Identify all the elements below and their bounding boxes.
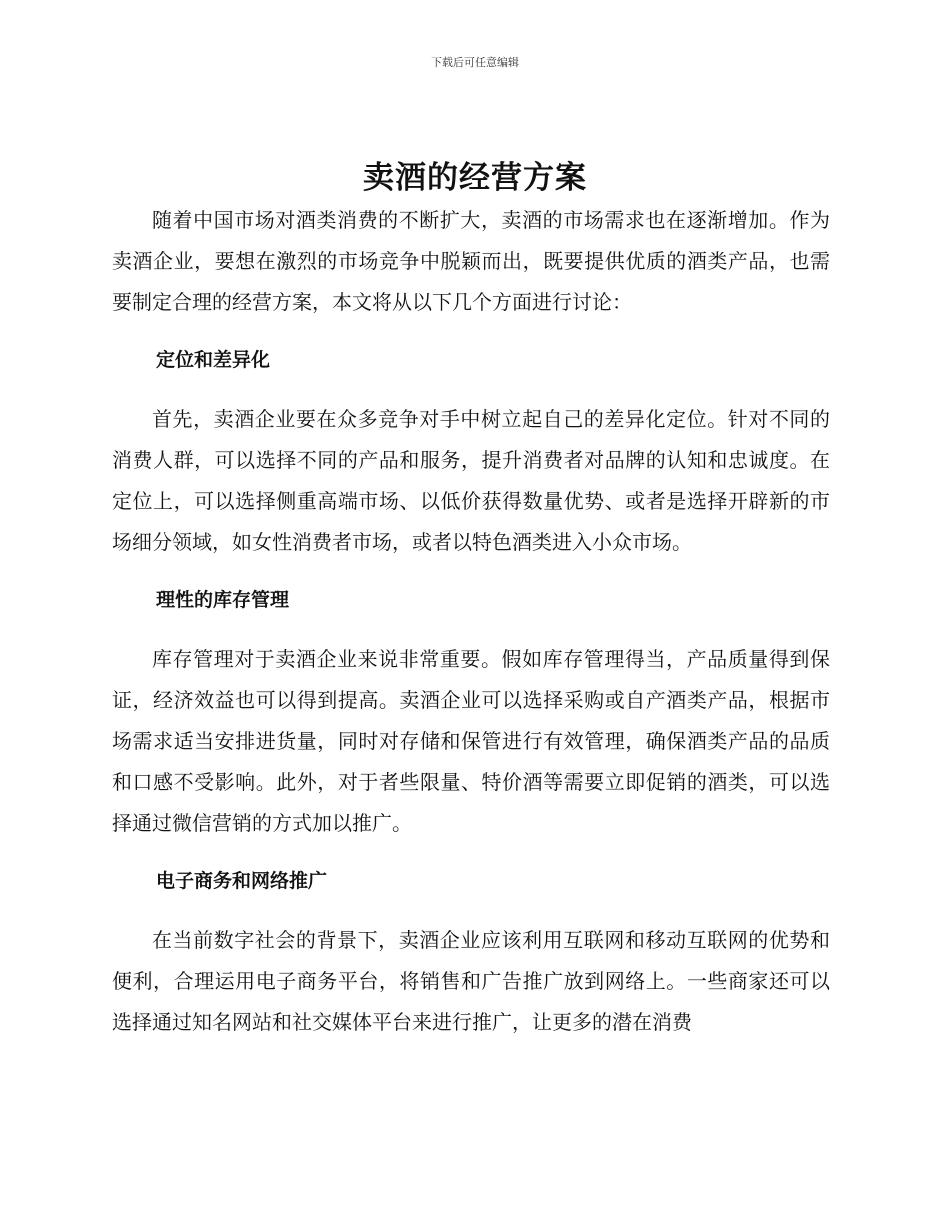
section-body-ecommerce: 在当前数字社会的背景下，卖酒企业应该利用互联网和移动互联网的优势和便利，合理运用电子商务平台，将销售和广告推广放到网络上。一些商家还可以选择通过知名网站和社交媒体平台来进行推广，让更多的潜在消费 (112, 928, 830, 1034)
section-body-positioning: 首先，卖酒企业要在众多竞争对手中树立起自己的差异化定位。针对不同的消费人群，可以选择不同的产品和服务，提升消费者对品牌的认知和忠诚度。在定位上，可以选择侧重高端市场、以低价获得数量优势、或者是选择开辟新的市场细分领域，如女性消费者市场，或者以特色酒类进入小众市场。 (112, 407, 830, 554)
section-heading-positioning: 定位和差异化 (156, 349, 271, 371)
section-body-inventory: 库存管理对于卖酒企业来说非常重要。假如库存管理得当，产品质量得到保证，经济效益也可以得到提高。卖酒企业可以选择采购或自产酒类产品，根据市场需求适当安排进货量，同时对存储和保管进行有效管理，确保酒类产品的品质和口感不受影响。此外，对于者些限量、特价酒等需要立即促销的酒类，可以选择通过微信营销的方式加以推广。 (112, 647, 830, 835)
header-note: 下载后可任意编辑 (431, 56, 519, 69)
document-body (112, 200, 830, 1043)
section-heading-ecommerce: 电子商务和网络推广 (156, 870, 328, 892)
intro-paragraph: 随着中国市场对酒类消费的不断扩大，卖酒的市场需求也在逐渐增加。作为卖酒企业，要想在激烈的市场竞争中脱颖而出，既要提供优质的酒类产品，也需要制定合理的经营方案，本文将从以下几个方面进行讨论： (112, 208, 830, 314)
document-title: 卖酒的经营方案 (363, 160, 587, 196)
section-heading-inventory: 理性的库存管理 (156, 589, 290, 611)
